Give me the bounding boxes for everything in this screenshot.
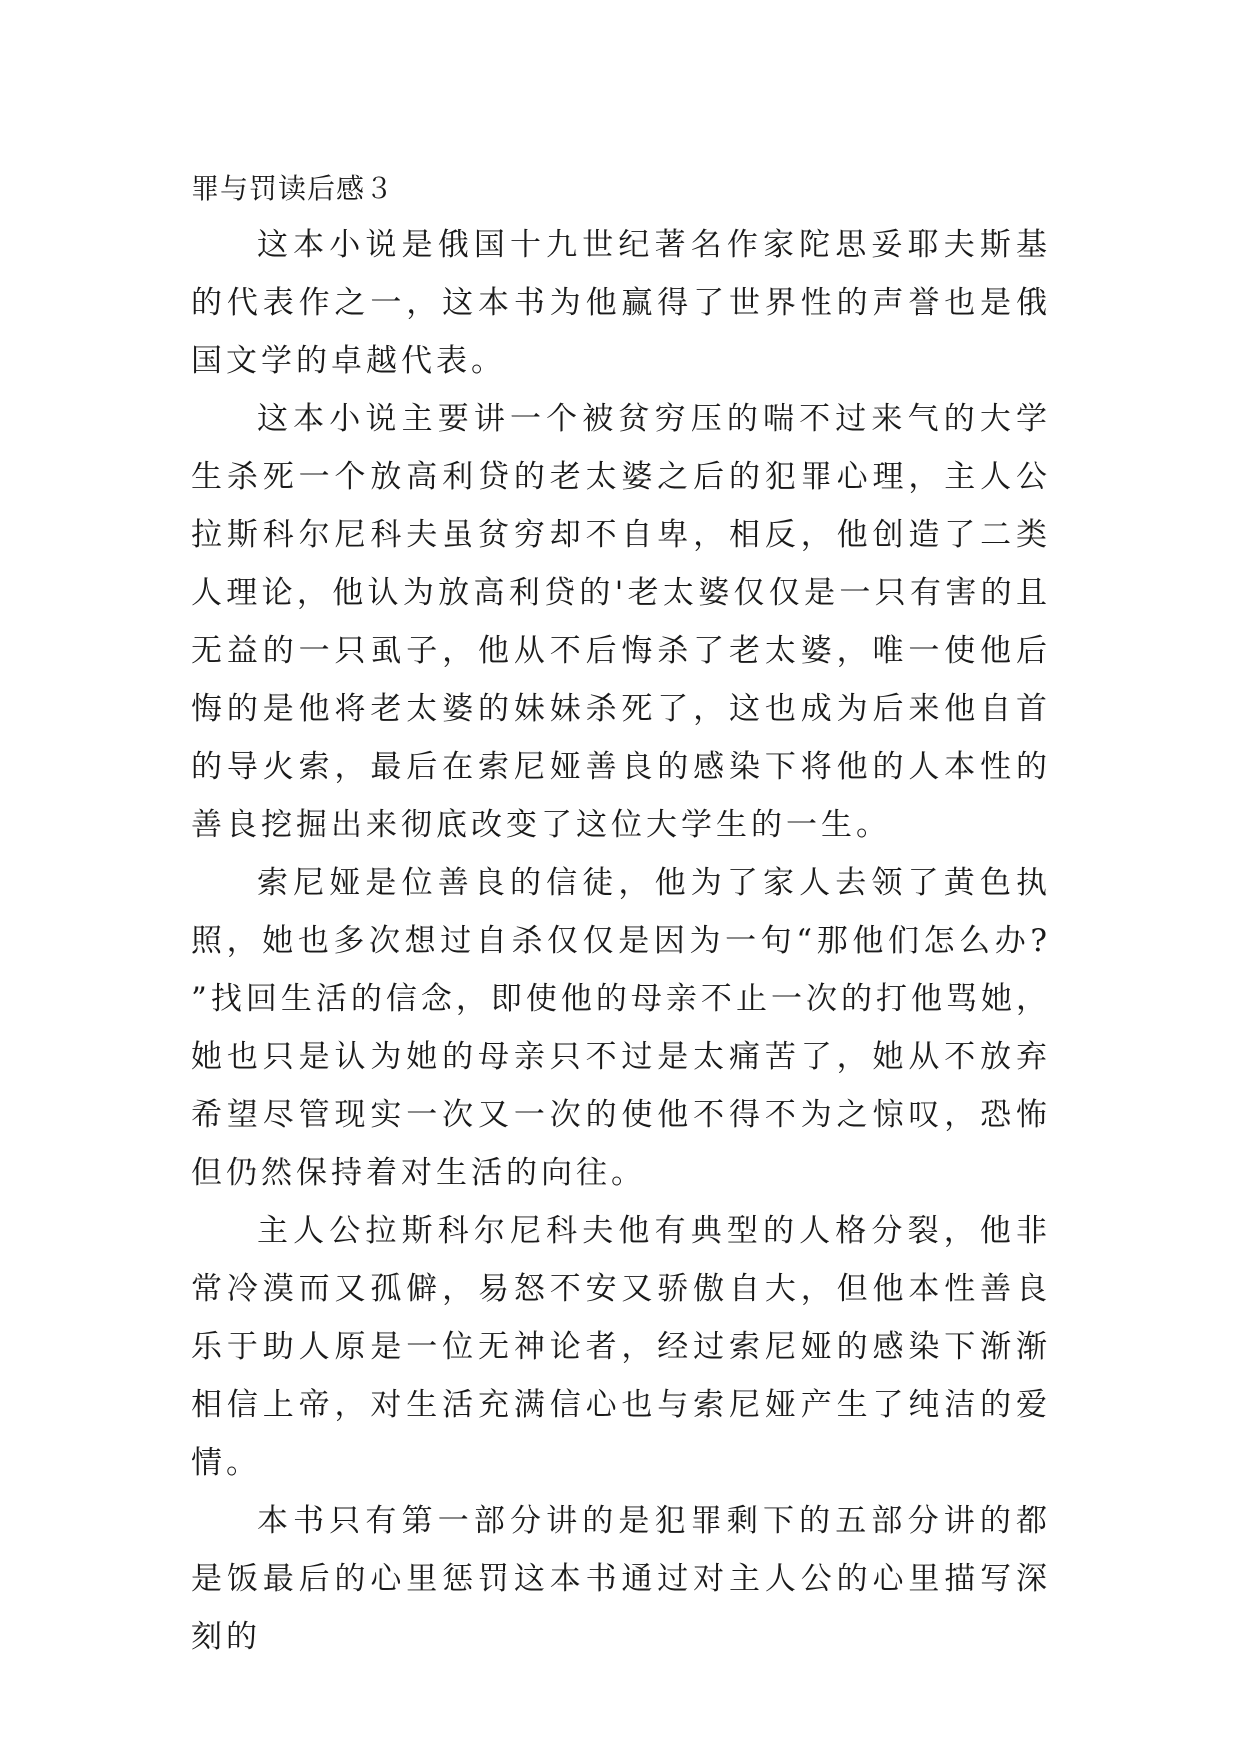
document-title: 罪与罚读后感３ <box>191 172 395 205</box>
paragraph-2: 这本小说主要讲一个被贫穷压的喘不过来气的大学生杀死一个放高利贷的老太婆之后的犯罪心理，主人公拉斯科尔尼科夫虽贫穷却不自卑，相反，他创造了二类人理论，他认为放高利贷的'老太婆仅仅是一只有害的且无益的一只虱子，他从不后悔杀了老太婆，唯一使他后悔的是他将老太婆的妹妹杀死了，这也成为后来他自首的导火索，最后在索尼娅善良的感染下将他的人本性的善良挖掘出来彻底改变了这位大学生的一生。 <box>191 401 1051 843</box>
paragraph-4: 主人公拉斯科尔尼科夫他有典型的人格分裂，他非常冷漠而又孤僻，易怒不安又骄傲自大，但他本性善良乐于助人原是一位无神论者，经过索尼娅的感染下渐渐相信上帝，对生活充满信心也与索尼娅产生了纯洁的爱情。 <box>191 1213 1051 1481</box>
document-body <box>191 162 1051 1666</box>
paragraph-5: 本书只有第一部分讲的是犯罪剩下的五部分讲的都是饭最后的心里惩罚这本书通过对主人公的心里描写深刻的 <box>191 1503 1051 1655</box>
paragraph-1: 这本小说是俄国十九世纪著名作家陀思妥耶夫斯基的代表作之一，这本书为他赢得了世界性的声誉也是俄国文学的卓越代表。 <box>191 227 1051 379</box>
paragraph-3: 索尼娅是位善良的信徒，他为了家人去领了黄色执照，她也多次想过自杀仅仅是因为一句“那他们怎么办?”找回生活的信念，即使他的母亲不止一次的打他骂她，她也只是认为她的母亲只不过是太痛苦了，她从不放弃希望尽管现实一次又一次的使他不得不为之惊叹，恐怖但仍然保持着对生活的向往。 <box>191 865 1051 1191</box>
